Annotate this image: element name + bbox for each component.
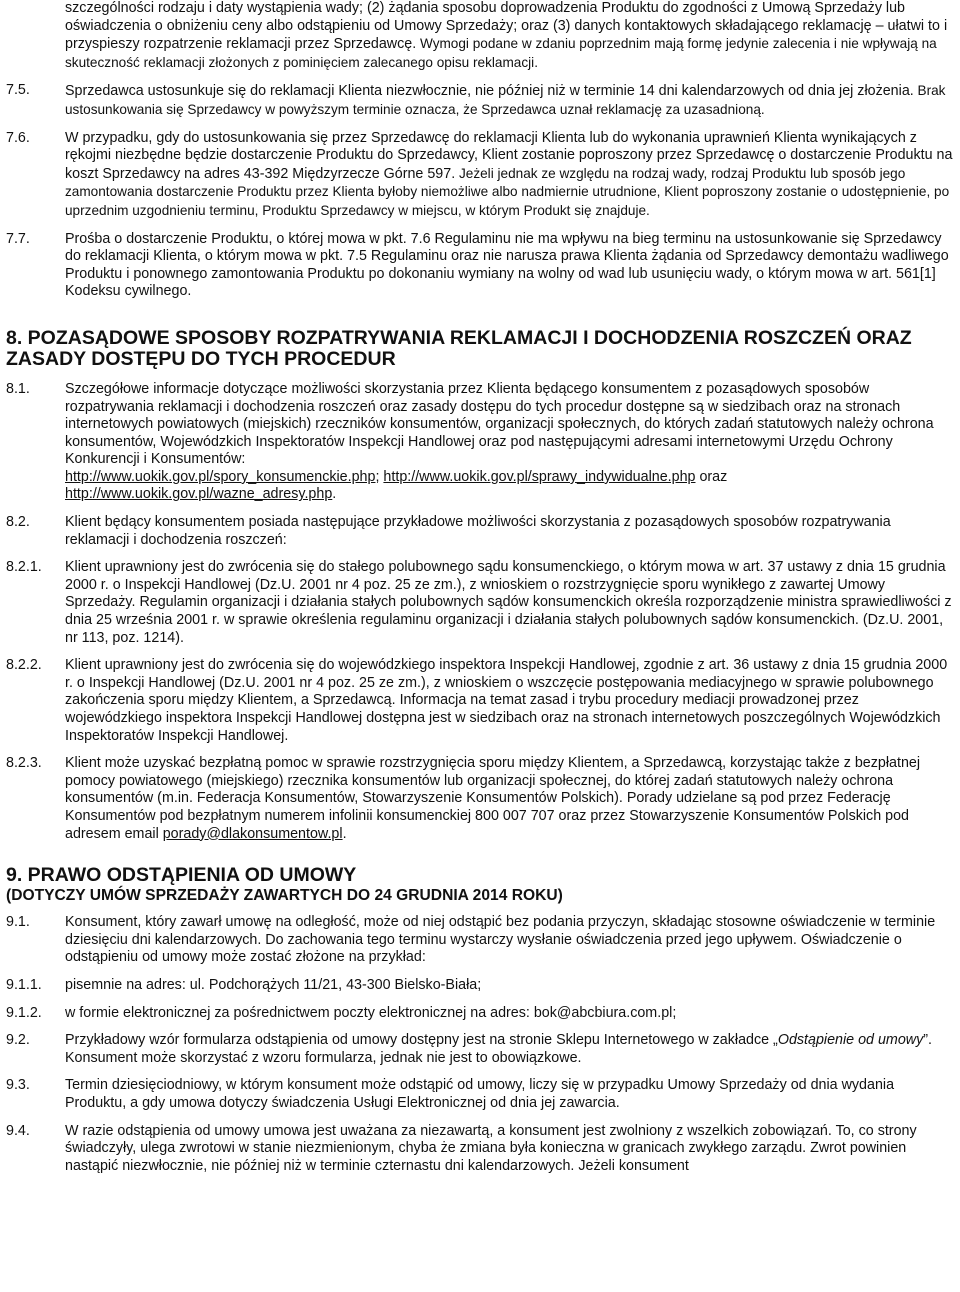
paragraph-number: 9.3. <box>6 1077 30 1094</box>
paragraph-8-2 <box>6 514 956 549</box>
paragraph-number: 8.1. <box>6 380 30 397</box>
paragraph-text: W razie odstąpienia od umowy umowa jest uważana za niezawartą, a konsument jest zwolniony z wszelkich zobowiązań. <box>65 1122 832 1139</box>
paragraph-text: Brak ustosunkowania się Sprzedawcy w powyższym terminie oznacza, że Sprzedawca uznał reklamację za uzasadnioną. <box>65 83 946 117</box>
paragraph-text: Konsument, który zawarł umowę na odległość, może od niej odstąpić bez podania przyczyn, składając stosowne oświadczenie w terminie dziesięciu dni kalendarzowych. <box>65 914 936 948</box>
paragraph-9-1-1 <box>6 977 956 995</box>
paragraph-number: 9.1.1. <box>6 976 42 993</box>
paragraph-7-7 <box>6 231 956 301</box>
paragraph-8-1 <box>6 381 956 504</box>
separator: . <box>342 825 347 842</box>
paragraph-number: 9.2. <box>6 1032 30 1049</box>
uokik-addresses-link[interactable]: http://www.uokik.gov.pl/wazne_adresy.php <box>65 486 333 503</box>
paragraph-number: 8.2.2. <box>6 657 42 674</box>
email-link[interactable]: porady@dlakonsumentow.pl <box>162 825 343 842</box>
paragraph-text: Termin dziesięciodniowy, w którym konsument może odstąpić od umowy, liczy się w przypadku Umowy Sprzedaży od dnia wydania Produktu, a gdy umowa dotyczy świadczenia Usługi Elektronicznej od dnia jej zawarcia. <box>65 1077 895 1111</box>
separator: oraz <box>695 468 728 485</box>
paragraph-text: Przykładowy wzór formularza odstąpienia od umowy dostępny jest na stronie Sklepu Internetowego w zakładce „ <box>65 1032 778 1049</box>
paragraph-number: 9.1.2. <box>6 1004 42 1021</box>
paragraph-text: Wymogi podane w zdaniu poprzednim mają formę jedynie zalecenia i nie wpływają na skuteczność reklamacji złożonych z pominięciem zalecanego opisu reklamacji. <box>65 36 937 70</box>
separator: . <box>332 486 337 503</box>
paragraph-text: w formie elektronicznej za pośrednictwem poczty elektronicznej na adres: bok@abcbiura.com.pl; <box>65 1004 677 1021</box>
paragraph-text: Klient uprawniony jest do zwrócenia się do wojewódzkiego inspektora Inspekcji Handlowej, zgodnie z art. 36 ustawy z dnia 15 grudnia 2000 r. o Inspekcji Handlowej (Dz.U. 2001 nr 4 poz. 25 ze zm.), z wnioskiem o wszczęcie postępowania mediacyjnego w sprawie polubownego zakończenia sporu między Klientem, a Sprzedawcą. <box>65 657 948 709</box>
paragraph-text: Sprzedawca ustosunkuje się do reklamacji Klienta niezwłocznie, nie później niż w terminie 14 dni kalendarzowych od dnia jej złożenia. <box>65 83 914 100</box>
paragraph-text: szczególności rodzaju i daty wystąpienia wady; (2) żądania sposobu doprowadzenia Produktu do zgodności z Umową Sprzedaży lub oświadczenia o obniżeniu ceny albo odstąpieniu od Umowy Sprzedaży; oraz (3) danych kontaktowych składającego reklamację – ułatwi to i przyspieszy rozpatrzenie reklamacji przez Sprzedawcę. <box>65 0 948 53</box>
paragraph-text: ”. Konsument może skorzystać z wzoru formularza, jednak nie jest to obowiązkowe. <box>65 1032 932 1066</box>
paragraph-text: W przypadku, gdy do ustosunkowania się przez Sprzedawcę do reklamacji Klienta lub do wykonania uprawnień Klienta wynikających z rękojmi niezbędne będzie dostarczenie Produktu do Sprzedawcy, Klient zostanie poproszony przez Sprzedawcę o dostarczenie Produktu na koszt Sprzedawcy na adres 43-392 Międzyrzecze Górne 597. <box>65 129 953 182</box>
paragraph-number: 7.7. <box>6 230 30 247</box>
paragraph-text: Regulamin organizacji i działania stałych polubownych sądów konsumenckich określa rozporządzenie ministra sprawiedliwości z dnia 25 września 2001 r. w sprawie określenia regulaminu organizacji i działania stałych polubownych sądów konsumenckich. (Dz.U. 2001, nr 113, poz. 1214). <box>65 594 952 646</box>
paragraph-7-4-continuation <box>6 0 956 72</box>
paragraph-text: pisemnie na adres: ul. Podchorążych 11/21, 43-300 Bielsko-Biała; <box>65 976 482 993</box>
paragraph-text: Do zachowania tego terminu wystarczy wysłanie oświadczenia przed jego upływem. Oświadczenie o odstąpieniu od umowy może zostać złożone na przykład: <box>65 931 902 966</box>
paragraph-number: 8.2.3. <box>6 755 42 772</box>
section-9-heading: 9. PRAWO ODSTĄPIENIA OD UMOWY <box>6 864 357 887</box>
paragraph-7-5 <box>6 82 956 119</box>
section-8-heading: 8. POZASĄDOWE SPOSOBY ROZPATRYWANIA REKLAMACJI I DOCHODZENIA ROSZCZEŃ ORAZ ZASADY DOSTĘPU DO TYCH PROCEDUR <box>6 326 912 370</box>
paragraph-9-1 <box>6 914 956 967</box>
paragraph-text: Jeżeli jednak ze względu na rodzaj wady, rodzaj Produktu lub sposób jego zamontowania dostarczenie Produktu przez Klienta byłoby niemożliwe albo nadmiernie utrudnione, Klient poproszony zostanie o udostępnienie, po uprzednim uzgodnieniu terminu, Produktu Sprzedawcy w miejscu, w którym Produkt się znajduje. <box>65 165 950 218</box>
uokik-individual-cases-link[interactable]: http://www.uokik.gov.pl/sprawy_indywidualne.php <box>383 468 696 485</box>
uokik-disputes-link[interactable]: http://www.uokik.gov.pl/spory_konsumenckie.php <box>65 468 376 485</box>
paragraph-8-2-3 <box>6 755 956 843</box>
tab-name: Odstąpienie od umowy <box>777 1032 924 1049</box>
paragraph-text: Prośba o dostarczenie Produktu, o której mowa w pkt. 7.6 Regulaminu nie ma wpływu na bieg terminu na ustosunkowanie się Sprzedawcy do reklamacji Klienta, o którym mowa w pkt. 7.5 Regulaminu oraz nie narusza prawa Klienta żądania od Sprzedawcy demontażu wadliwego Produktu i ponownego zamontowania Produktu po dokonaniu wymiany na wolny od wad lub usunięciu wady, o którym mowa w art. 561[1] Kodeksu cywilnego. <box>65 230 949 300</box>
section-9-subheading: (DOTYCZY UMÓW SPRZEDAŻY ZAWARTYCH DO 24 GRUDNIA 2014 ROKU) <box>6 887 563 905</box>
paragraph-number: 8.2. <box>6 514 30 531</box>
document-page <box>6 0 956 1175</box>
paragraph-number: 9.4. <box>6 1122 30 1139</box>
separator: ; <box>375 468 384 485</box>
paragraph-text: Szczegółowe informacje dotyczące możliwości skorzystania przez Klienta będącego konsumentem z pozasądowych sposobów rozpatrywania reklamacji i dochodzenia roszczeń oraz zasady dostępu do tych procedur dostępne są w siedzibach oraz na stronach internetowych powiatowych (miejskich) rzeczników konsumentów, organizacji społecznych, do których zadań statutowych należy ochrona konsumentów, Wojewódzkich Inspektoratów Inspekcji Handlowej oraz pod następującymi adresami internetowymi Urzędu Ochrony Konkurencji i Konsumentów: <box>65 380 934 468</box>
paragraph-text: Informacja na temat zasad i trybu procedury mediacji prowadzonej przez wojewódzkiego inspektora Inspekcji Handlowej dostępna jest w siedzibach oraz na stronach internetowych poszczególnych Wojewódzkich Inspektoratów Inspekcji Handlowej. <box>65 692 941 744</box>
paragraph-7-6 <box>6 130 956 221</box>
paragraph-9-3 <box>6 1077 956 1112</box>
paragraph-9-1-2 <box>6 1005 956 1023</box>
paragraph-text: Klient uprawniony jest do zwrócenia się do stałego polubownego sądu konsumenckiego, o którym mowa w art. 37 ustawy z dnia 15 grudnia 2000 r. o Inspekcji Handlowej (Dz.U. 2001 nr 4 poz. 25 ze zm.), z wnioskiem o rozstrzygnięcie sporu wynikłego z zawartej Umowy Sprzedaży. <box>65 559 946 611</box>
paragraph-8-2-1 <box>6 559 956 647</box>
paragraph-text: Klient może uzyskać bezpłatną pomoc w sprawie rozstrzygnięcia sporu między Klientem, a Sprzedawcą, korzystając także z bezpłatnej pomocy powiatowego (miejskiego) rzecznika konsumentów lub organizacji społecznej, do której zadań statutowych należy ochrona konsumentów (m.in. Federacja Konsumentów, Stowarzyszenie Konsumentów Polskich). <box>65 755 921 807</box>
paragraph-9-4 <box>6 1123 956 1176</box>
paragraph-text: Porady udzielane są pod przez Federację Konsumentów pod bezpłatnym numerem infolinii konsumenckiej 800 007 707 oraz przez Stowarzyszenie Konsumentów Polskich pod adresem email <box>65 790 909 842</box>
paragraph-number: 7.5. <box>6 82 30 99</box>
paragraph-number: 7.6. <box>6 129 30 146</box>
paragraph-number: 9.1. <box>6 914 30 931</box>
paragraph-text: Klient będący konsumentem posiada następujące przykładowe możliwości skorzystania z pozasądowych sposobów rozpatrywania reklamacji i dochodzenia roszczeń: <box>65 514 891 548</box>
paragraph-number: 8.2.1. <box>6 559 42 576</box>
paragraph-9-2 <box>6 1032 956 1067</box>
paragraph-8-2-2 <box>6 657 956 745</box>
paragraph-text: To, co strony świadczyły, ulega zwrotowi w stanie niezmienionym, chyba że zmiana była konieczna w granicach zwykłego zarządu. Zwrot powinien nastąpić niezwłocznie, nie później niż w terminie czternastu dni kalendarzowych. Jeżeli konsument <box>65 1122 917 1174</box>
